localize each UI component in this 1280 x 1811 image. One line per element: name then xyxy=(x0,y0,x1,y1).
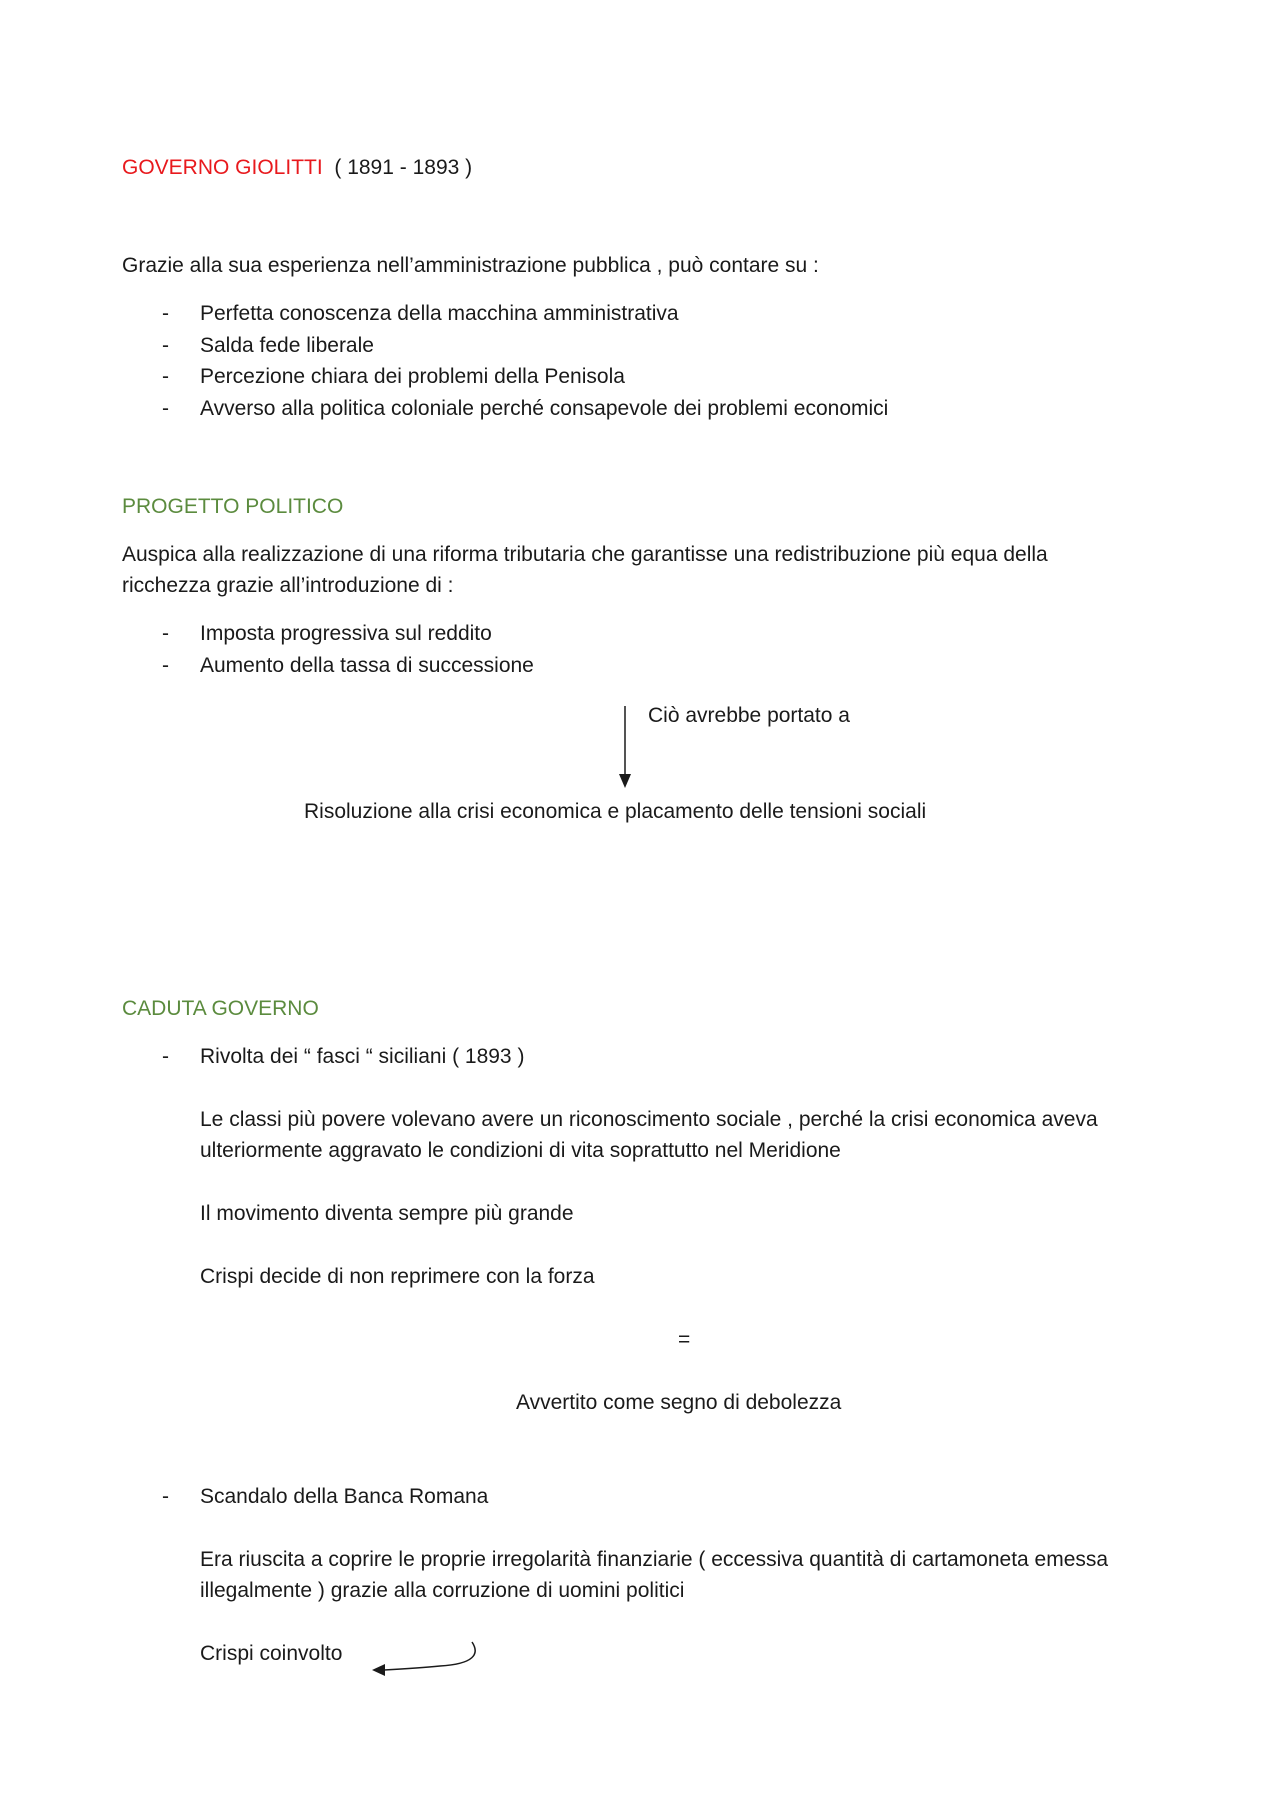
banca-desc-line1: Era riuscita a coprire le proprie irregolarità finanziarie ( eccessiva quantità di cartamoneta emessa xyxy=(200,1548,1109,1571)
bullet-dash: - xyxy=(162,365,169,388)
page-title-years: ( 1891 - 1893 ) xyxy=(334,156,473,179)
fasci-outcome: Avvertito come segno di debolezza xyxy=(516,1391,842,1414)
progetto-text-line2: ricchezza grazie all’introduzione di : xyxy=(122,574,454,597)
bullet-dash: - xyxy=(162,302,169,325)
banca-crispi: Crispi coinvolto xyxy=(200,1642,343,1665)
section-heading-progetto: PROGETTO POLITICO xyxy=(122,495,344,518)
fasci-desc-line2: ulteriormente aggravato le condizioni di vita soprattutto nel Meridione xyxy=(200,1139,841,1162)
bullet-dash: - xyxy=(162,397,169,420)
fasci-desc-line1: Le classi più povere volevano avere un riconoscimento sociale , perché la crisi economica aveva xyxy=(200,1108,1098,1131)
progetto-item: Aumento della tassa di successione xyxy=(200,654,534,677)
section-heading-caduta: CADUTA GOVERNO xyxy=(122,997,319,1020)
page-title: GOVERNO GIOLITTI xyxy=(122,156,323,179)
quality-item: Avverso alla politica coloniale perché consapevole dei problemi economici xyxy=(200,397,889,420)
bullet-dash: - xyxy=(162,654,169,677)
bullet-dash: - xyxy=(162,1045,169,1068)
fasci-crispi: Crispi decide di non reprimere con la forza xyxy=(200,1265,595,1288)
intro-paragraph: Grazie alla sua esperienza nell’amministrazione pubblica , può contare su : xyxy=(122,254,819,277)
arrow-label: Ciò avrebbe portato a xyxy=(648,704,850,727)
bullet-dash: - xyxy=(162,622,169,645)
page-title-line xyxy=(122,153,472,183)
curved-arrow-icon xyxy=(368,1642,478,1682)
down-arrow-icon xyxy=(615,706,635,792)
fasci-title: Rivolta dei “ fasci “ siciliani ( 1893 ) xyxy=(200,1045,525,1068)
equals-sign: = xyxy=(678,1328,691,1351)
quality-item: Percezione chiara dei problemi della Penisola xyxy=(200,365,625,388)
quality-item: Perfetta conoscenza della macchina amministrativa xyxy=(200,302,679,325)
banca-title: Scandalo della Banca Romana xyxy=(200,1485,489,1508)
progetto-item: Imposta progressiva sul reddito xyxy=(200,622,492,645)
progetto-text-line1: Auspica alla realizzazione di una riforma tributaria che garantisse una redistribuzione più equa della xyxy=(122,543,1048,566)
banca-desc-line2: illegalmente ) grazie alla corruzione di uomini politici xyxy=(200,1579,685,1602)
bullet-dash: - xyxy=(162,334,169,357)
fasci-movement: Il movimento diventa sempre più grande xyxy=(200,1202,574,1225)
progetto-result: Risoluzione alla crisi economica e placamento delle tensioni sociali xyxy=(304,800,927,823)
bullet-dash: - xyxy=(162,1485,169,1508)
quality-item: Salda fede liberale xyxy=(200,334,374,357)
